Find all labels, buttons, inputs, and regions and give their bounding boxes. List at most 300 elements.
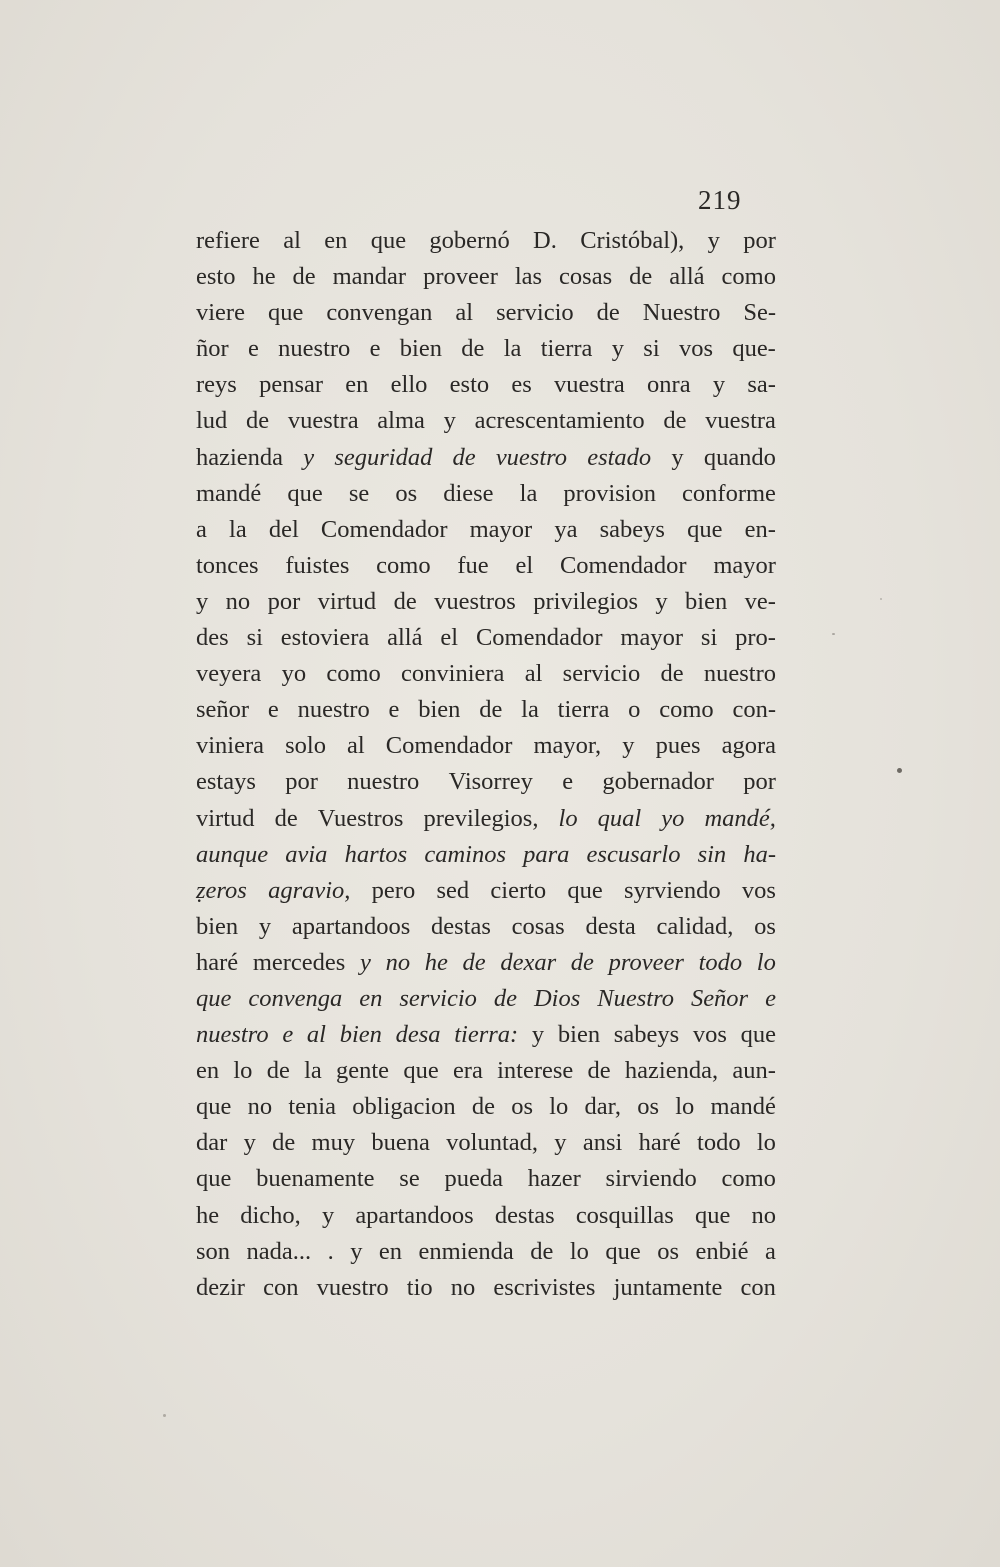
italic-word: servicio — [399, 984, 477, 1012]
word: lo — [549, 1093, 569, 1121]
word: era — [452, 1057, 483, 1085]
word: como — [721, 1165, 776, 1193]
text-line — [196, 945, 776, 981]
italic-word: hartos — [344, 840, 408, 868]
word: voluntad, — [446, 1129, 539, 1157]
word: ve- — [744, 587, 776, 615]
italic-word: estado — [587, 443, 652, 471]
word: la — [519, 479, 538, 507]
word: a — [196, 515, 207, 543]
word: la — [521, 696, 539, 724]
word: al — [455, 299, 474, 327]
italic-word: y — [360, 948, 371, 976]
text-line — [196, 259, 776, 295]
italic-word: escusarlo — [586, 840, 681, 868]
word: obligacion — [352, 1093, 456, 1121]
word: ansi — [582, 1129, 623, 1157]
word: cierto — [490, 876, 547, 904]
word: que — [567, 876, 603, 904]
word: pero — [371, 876, 416, 904]
word: interese — [497, 1057, 574, 1085]
word: con- — [732, 696, 776, 724]
paper-speck — [880, 598, 882, 600]
word: si — [246, 624, 263, 652]
word: y — [655, 587, 668, 615]
text-line — [196, 656, 776, 692]
word: conforme — [682, 479, 776, 507]
word: gente — [336, 1057, 390, 1085]
word: sabeys — [613, 1021, 680, 1049]
word: calidad, — [656, 912, 734, 940]
italic-word: bien — [339, 1021, 382, 1049]
word: tonces — [196, 551, 259, 579]
text-line — [196, 1270, 776, 1306]
word: la — [503, 335, 522, 363]
word: mayor — [620, 624, 684, 652]
text-line — [196, 367, 776, 403]
word: sabeys — [599, 515, 665, 543]
word: cosas — [559, 263, 613, 291]
text-line — [196, 1053, 776, 1089]
italic-word: nuestro — [196, 1021, 269, 1049]
word: estoviera — [280, 624, 370, 652]
word: de — [471, 1093, 495, 1121]
italic-word: de — [493, 984, 517, 1012]
word: y — [707, 227, 720, 254]
text-line — [196, 476, 776, 512]
word: del — [268, 515, 299, 543]
text-line — [196, 1125, 776, 1161]
word: yo — [281, 660, 307, 688]
word: os — [754, 912, 776, 940]
word: nuestro — [703, 660, 776, 688]
word: de — [479, 696, 503, 724]
italic-word: todo — [698, 948, 743, 976]
word: apartandoos — [291, 912, 411, 940]
text-line — [196, 837, 776, 873]
word: os — [637, 1093, 660, 1121]
word: muy — [311, 1129, 356, 1157]
word: ñor — [196, 335, 229, 363]
word: lo — [675, 1093, 695, 1121]
italic-word: dexar — [500, 948, 557, 976]
word: pensar — [259, 371, 324, 399]
word: por — [743, 227, 776, 254]
word: si — [700, 624, 718, 652]
word: no — [247, 1093, 273, 1121]
italic-word: ha- — [743, 840, 776, 868]
word: de — [530, 1237, 554, 1265]
word: al — [524, 660, 543, 688]
word: las — [514, 263, 543, 291]
word: por — [267, 587, 301, 615]
word: nuestro — [347, 768, 420, 796]
word: que- — [732, 335, 776, 363]
word: a — [765, 1237, 776, 1265]
word: que — [740, 1021, 776, 1049]
word: de — [274, 804, 298, 832]
word: servicio — [562, 660, 641, 688]
word: de — [587, 1057, 611, 1085]
word: y — [671, 443, 684, 471]
word: de — [272, 1129, 296, 1157]
word: y — [531, 1021, 545, 1049]
italic-word: vuestro — [495, 443, 568, 471]
word: como — [659, 696, 714, 724]
word: ya — [554, 515, 578, 543]
word: dar — [196, 1129, 228, 1157]
word: y — [554, 1129, 567, 1157]
word: y — [258, 912, 272, 940]
word: desta — [585, 912, 636, 940]
text-line — [196, 584, 776, 620]
word: gobernó — [429, 227, 510, 254]
text-line — [196, 692, 776, 728]
word: son — [196, 1237, 231, 1265]
word: os — [395, 479, 418, 507]
italic-word: convenga — [248, 984, 343, 1012]
word: mandé — [710, 1093, 776, 1121]
word: como — [721, 263, 776, 291]
word: en- — [744, 515, 776, 543]
word: se — [399, 1165, 420, 1193]
text-line — [196, 764, 776, 800]
word: mandar — [332, 263, 407, 291]
word: hazer — [527, 1165, 581, 1193]
italic-word: de — [462, 948, 486, 976]
text-line — [196, 295, 776, 331]
word: enmienda — [418, 1237, 514, 1265]
paper-speck — [832, 633, 835, 635]
word: aun- — [732, 1057, 776, 1085]
italic-word: en — [359, 984, 383, 1012]
italic-word: yo — [661, 804, 685, 832]
word: convengan — [326, 299, 433, 327]
word: que — [267, 299, 304, 327]
italic-word: e — [282, 1021, 294, 1049]
word: y — [443, 407, 456, 435]
word: Comendador — [320, 515, 448, 543]
word: o — [628, 696, 641, 724]
word: virtud — [317, 587, 377, 615]
text-line — [196, 1161, 776, 1197]
word: y — [243, 1129, 256, 1157]
text-line — [196, 548, 776, 584]
word: en — [324, 227, 348, 254]
word: de — [660, 660, 684, 688]
word: onra — [647, 371, 691, 399]
word: viere — [196, 299, 245, 327]
italic-word: e — [765, 984, 776, 1012]
word: el — [440, 624, 459, 652]
word: de — [292, 263, 316, 291]
text-line — [196, 1089, 776, 1125]
word: en — [378, 1237, 403, 1265]
italic-word: y — [303, 443, 315, 471]
word: con — [740, 1273, 776, 1301]
word: escrivistes — [493, 1273, 596, 1301]
word: alma — [377, 407, 425, 435]
word: e — [267, 696, 279, 724]
word: hazienda — [196, 443, 284, 471]
italic-word: no — [385, 948, 411, 976]
word: mayor — [469, 515, 533, 543]
italic-word: agravio, — [268, 876, 351, 904]
word: que — [196, 1093, 232, 1121]
word: al — [347, 732, 365, 760]
italic-word: desa — [395, 1021, 441, 1049]
word: como — [326, 660, 381, 688]
italic-word: avia — [285, 840, 328, 868]
word: sirviendo — [605, 1165, 697, 1193]
word: vos — [692, 1021, 727, 1049]
italic-word: Señor — [690, 984, 749, 1012]
word: nuestro — [297, 696, 370, 724]
word: vuestra — [287, 407, 359, 435]
text-line — [196, 331, 776, 367]
word: virtud — [196, 804, 255, 832]
word: destas — [494, 1201, 555, 1229]
word: tio — [406, 1273, 433, 1301]
word: y — [350, 1237, 363, 1265]
word: en — [345, 371, 369, 399]
word: he — [252, 263, 276, 291]
word: en — [196, 1057, 220, 1085]
word: de — [629, 263, 653, 291]
word: des — [196, 624, 229, 652]
word: pues — [655, 732, 701, 760]
word: lo — [233, 1057, 253, 1085]
word: esto — [449, 371, 490, 399]
text-line — [196, 801, 776, 837]
paper-speck — [163, 1414, 166, 1417]
word: pueda — [444, 1165, 503, 1193]
italic-word: al — [306, 1021, 326, 1049]
word: e — [369, 335, 381, 363]
word: lo — [756, 1129, 776, 1157]
word: no — [225, 587, 251, 615]
word: tierra — [557, 696, 610, 724]
word: estays — [196, 768, 256, 796]
word: viniera — [196, 732, 265, 760]
word: pro- — [735, 624, 776, 652]
word: mayor — [713, 551, 776, 579]
word: syrviendo — [624, 876, 721, 904]
word: dar, — [584, 1093, 621, 1121]
word: bien — [196, 912, 239, 940]
word: todo — [697, 1129, 741, 1157]
italic-word: tierra: — [454, 1021, 519, 1049]
text-line — [196, 909, 776, 945]
italic-word: aunque — [196, 840, 269, 868]
word: e — [562, 768, 574, 796]
word: allá — [669, 263, 705, 291]
word: vuestros — [434, 587, 516, 615]
italic-word: de — [570, 948, 594, 976]
word: vos — [678, 335, 713, 363]
word: señor — [196, 696, 250, 724]
word: Se- — [743, 299, 776, 327]
word: de — [663, 407, 687, 435]
word: juntamente — [613, 1273, 723, 1301]
word: acrescentamiento — [474, 407, 645, 435]
word: por — [285, 768, 318, 796]
word: nada... — [246, 1237, 312, 1265]
word: dezir — [196, 1273, 245, 1301]
word: si — [643, 335, 660, 363]
word: D. — [533, 227, 557, 254]
italic-word: proveer — [608, 948, 684, 976]
text-line — [196, 1198, 776, 1234]
word: por — [743, 768, 776, 796]
word: diese — [443, 479, 494, 507]
word: servicio — [496, 299, 574, 327]
word: dicho, — [240, 1201, 301, 1229]
word: ello — [390, 371, 428, 399]
word: de — [246, 407, 270, 435]
italic-word: caminos — [424, 840, 506, 868]
word: sed — [436, 876, 470, 904]
word: quando — [703, 443, 776, 471]
word: bien — [557, 1021, 601, 1049]
word: de — [266, 1057, 290, 1085]
text-line — [196, 728, 776, 764]
word: fue — [457, 551, 489, 579]
word: tierra — [540, 335, 593, 363]
word: buena — [371, 1129, 430, 1157]
word: Cristóbal), — [580, 227, 685, 254]
text-line — [196, 1017, 776, 1053]
italic-word: ẓeros — [196, 876, 247, 904]
word: agora — [721, 732, 776, 760]
word: privilegios — [533, 587, 638, 615]
word: haré — [638, 1129, 681, 1157]
word: lud — [196, 407, 228, 435]
italic-word: Dios — [533, 984, 581, 1012]
word: . — [327, 1237, 334, 1265]
word: esto — [196, 263, 236, 291]
word: Comendador — [385, 732, 513, 760]
word: Visorrey — [448, 768, 533, 796]
word: mayor, — [533, 732, 602, 760]
word: Comendador — [559, 551, 687, 579]
word: vuestro — [316, 1273, 389, 1301]
word: conviniera — [401, 660, 505, 688]
word: bien — [685, 587, 728, 615]
word: provision — [563, 479, 656, 507]
word: el — [515, 551, 534, 579]
italic-word: Nuestro — [597, 984, 674, 1012]
word: como — [376, 551, 431, 579]
word: que — [605, 1237, 641, 1265]
word: la — [304, 1057, 322, 1085]
word: y — [622, 732, 635, 760]
word: e — [388, 696, 400, 724]
word: Comendador — [475, 624, 603, 652]
word: y — [196, 587, 209, 615]
word: que — [687, 515, 723, 543]
text-line — [196, 440, 776, 476]
word: solo — [285, 732, 326, 760]
word: vos — [741, 876, 776, 904]
italic-word: sin — [697, 840, 727, 868]
word: y — [321, 1201, 335, 1229]
word: mercedes — [252, 948, 346, 976]
word: haré — [196, 948, 239, 976]
italic-word: seguridad — [334, 443, 433, 471]
word: tenia — [288, 1093, 336, 1121]
text-line — [196, 981, 776, 1017]
word: reys — [196, 371, 237, 399]
word: al — [283, 227, 301, 254]
text-line — [196, 1234, 776, 1270]
text-line — [196, 873, 776, 909]
paper-speck — [897, 768, 902, 773]
word: y — [611, 335, 624, 363]
word: la — [229, 515, 247, 543]
word: cosquillas — [575, 1201, 674, 1229]
word: con — [263, 1273, 299, 1301]
word: os — [511, 1093, 534, 1121]
body-text — [196, 223, 776, 1306]
word: de — [596, 299, 620, 327]
word: de — [393, 587, 417, 615]
text-line — [196, 620, 776, 656]
word: os — [657, 1237, 679, 1265]
word: hazienda, — [624, 1057, 719, 1085]
italic-word: mandé, — [704, 804, 776, 832]
word: nuestro — [278, 335, 351, 363]
italic-word: lo — [558, 804, 578, 832]
word: es — [511, 371, 532, 399]
page-number: 219 — [698, 185, 742, 215]
word: enbié — [695, 1237, 749, 1265]
word: lo — [569, 1237, 589, 1265]
text-line — [196, 512, 776, 548]
italic-word: lo — [756, 948, 776, 976]
word: vuestra — [554, 371, 625, 399]
word: que — [403, 1057, 439, 1085]
word: he — [196, 1201, 220, 1229]
italic-word: de — [452, 443, 476, 471]
text-line — [196, 403, 776, 439]
word: sa- — [747, 371, 776, 399]
word: que — [196, 1165, 232, 1193]
word: que — [694, 1201, 731, 1229]
word: y — [712, 371, 726, 399]
word: bien — [399, 335, 442, 363]
italic-word: para — [523, 840, 570, 868]
word: Vuestros — [317, 804, 404, 832]
text-line — [196, 223, 776, 259]
word: bien — [418, 696, 461, 724]
word: e — [247, 335, 259, 363]
italic-word: he — [424, 948, 448, 976]
word: previlegios, — [423, 804, 539, 832]
word: buenamente — [256, 1165, 375, 1193]
word: no — [450, 1273, 476, 1301]
word: destas — [431, 912, 491, 940]
word: refiere — [196, 227, 260, 254]
word: proveer — [423, 263, 498, 291]
word: fuistes — [285, 551, 350, 579]
word: gobernador — [602, 768, 714, 796]
word: apartandoos — [355, 1201, 474, 1229]
word: de — [461, 335, 485, 363]
word: mandé — [196, 479, 262, 507]
word: cosas — [511, 912, 565, 940]
word: veyera — [196, 660, 262, 688]
